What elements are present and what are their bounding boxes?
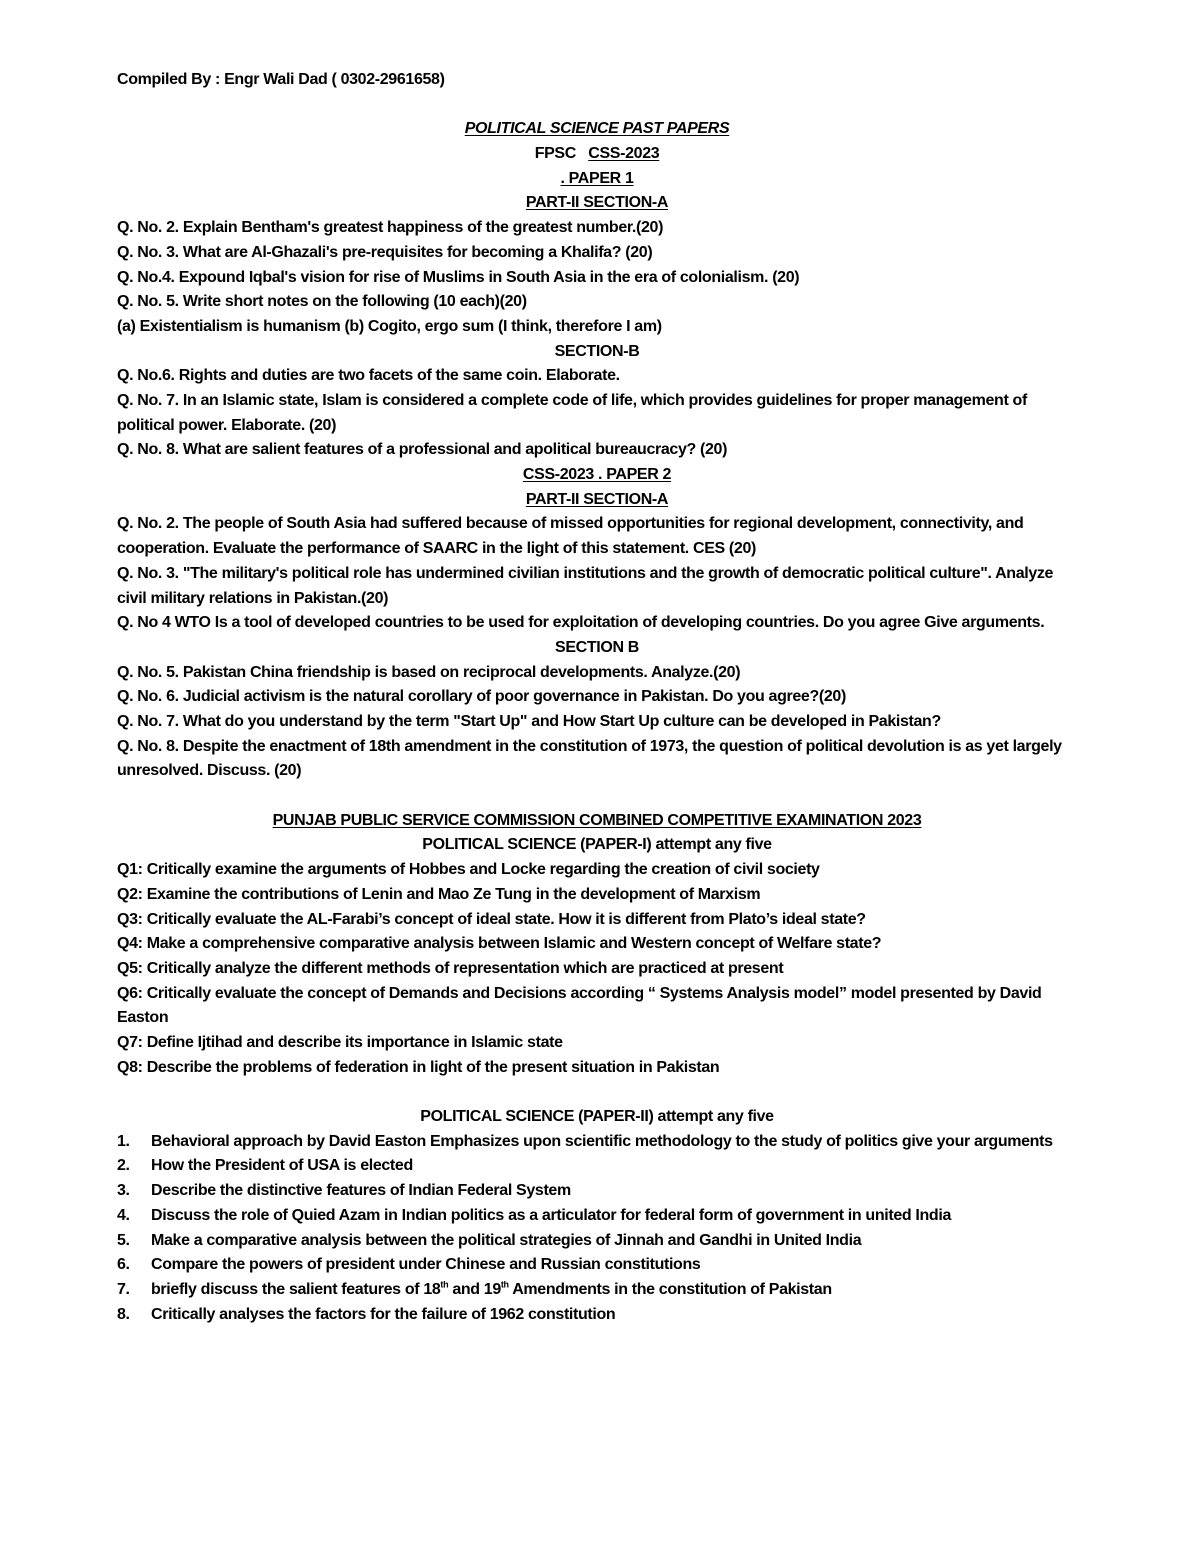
list-text: Make a comparative analysis between the political strategies of Jinnah and Gandhi in United India (151, 1231, 862, 1249)
list-item (117, 1278, 1077, 1303)
paper1-section-a-heading: PART-II SECTION-A (525, 194, 669, 212)
list-item (117, 1253, 1077, 1278)
question: Q. No. 8. What are salient features of a professional and apolitical bureaucracy? (20) (117, 441, 728, 459)
question: Q6: Critically evaluate the concept of Demands and Decisions according “ Systems Analysis model” model presented by David Easton (117, 984, 1042, 1027)
question: Q7: Define Ijtihad and describe its importance in Islamic state (117, 1033, 563, 1051)
paper1-heading: . PAPER 1 (560, 169, 634, 187)
list-number: 4. (117, 1206, 130, 1224)
question-subparts: (a) Existentialism is humanism (b) Cogito, ergo sum (I think, therefore I am) (117, 317, 662, 335)
document-page (117, 68, 1077, 1327)
list-item (117, 1179, 1077, 1204)
paper2-section-a-heading: PART-II SECTION-A (525, 490, 669, 508)
list-number: 1. (117, 1132, 130, 1150)
fpsc-label: FPSC (534, 145, 576, 163)
list-number: 5. (117, 1231, 130, 1249)
paper2-section-b-heading: SECTION B (555, 638, 639, 656)
ppsc-heading: PUNJAB PUBLIC SERVICE COMMISSION COMBINED COMPETITIVE EXAMINATION 2023 (272, 811, 922, 829)
text-fragment: and 19 (448, 1280, 501, 1298)
text-fragment: briefly discuss the salient features of 18 (151, 1280, 441, 1298)
fpsc-exam: CSS-2023 (588, 145, 660, 163)
list-number: 6. (117, 1256, 130, 1274)
list-text: Behavioral approach by David Easton Emphasizes upon scientific methodology to the study of politics give your arguments (151, 1132, 1053, 1150)
question: Q2: Examine the contributions of Lenin and Mao Ze Tung in the development of Marxism (117, 885, 761, 903)
paper2-heading: CSS-2023 . PAPER 2 (522, 466, 672, 484)
list-text: Compare the powers of president under Chinese and Russian constitutions (151, 1256, 701, 1274)
list-number: 7. (117, 1280, 130, 1298)
question: Q1: Critically examine the arguments of Hobbes and Locke regarding the creation of civil society (117, 861, 820, 879)
spacer (117, 93, 1077, 118)
paper1-section-b-heading: SECTION-B (554, 342, 640, 360)
question: Q3: Critically evaluate the AL-Farabi’s concept of ideal state. How it is different from Plato’s ideal state? (117, 910, 866, 928)
superscript: th (440, 1279, 449, 1290)
question: Q8: Describe the problems of federation in light of the present situation in Pakistan (117, 1058, 720, 1076)
fpsc-heading (117, 142, 1077, 167)
superscript: th (500, 1279, 509, 1290)
list-item (117, 1303, 1077, 1328)
list-item (117, 1229, 1077, 1254)
list-item (117, 1154, 1077, 1179)
question: Q. No. 3. What are Al-Ghazali's pre-requisites for becoming a Khalifa? (20) (117, 243, 653, 261)
list-number: 2. (117, 1157, 130, 1175)
question: Q. No. 5. Pakistan China friendship is based on reciprocal developments. Analyze.(20) (117, 663, 741, 681)
spacer (117, 784, 1077, 809)
list-item (117, 1204, 1077, 1229)
question: Q. No. 7. In an Islamic state, Islam is considered a complete code of life, which provides guidelines for proper management of political power. Elaborate. (20) (117, 391, 1027, 434)
list-item (117, 1130, 1077, 1155)
spacer (117, 1080, 1077, 1105)
list-number: 3. (117, 1182, 130, 1200)
list-number: 8. (117, 1305, 130, 1323)
question: Q. No. 5. Write short notes on the following (10 each)(20) (117, 293, 527, 311)
list-text: Discuss the role of Quied Azam in Indian politics as a articulator for federal form of government in united India (151, 1206, 951, 1224)
question: Q. No 4 WTO Is a tool of developed countries to be used for exploitation of developing countries. Do you agree Give arguments. (117, 614, 1045, 632)
question: Q. No. 8. Despite the enactment of 18th amendment in the constitution of 1973, the question of political devolution is as yet largely unresolved. Discuss. (20) (117, 737, 1062, 780)
ppsc-paper2-question-list (117, 1130, 1077, 1328)
text-fragment: Amendments in the constitution of Pakistan (508, 1280, 832, 1298)
question: Q. No. 3. "The military's political role has undermined civilian institutions and the growth of democratic political culture". Analyze civil military relations in Pakistan.(20) (117, 564, 1054, 607)
ppsc-paper1-heading: POLITICAL SCIENCE (PAPER-I) attempt any five (422, 836, 772, 854)
question: Q. No. 6. Judicial activism is the natural corollary of poor governance in Pakistan. Do you agree?(20) (117, 688, 846, 706)
question: Q5: Critically analyze the different methods of representation which are practiced at present (117, 959, 784, 977)
list-text: Critically analyses the factors for the failure of 1962 constitution (151, 1305, 616, 1323)
ppsc-paper2-heading: POLITICAL SCIENCE (PAPER-II) attempt any five (420, 1108, 774, 1126)
question: Q. No. 2. The people of South Asia had suffered because of missed opportunities for regional development, connectivity, and cooperation. Evaluate the performance of SAARC in the light of this statement. CES (20) (117, 515, 1024, 558)
list-text (151, 1278, 1077, 1303)
question: Q. No. 7. What do you understand by the term "Start Up" and How Start Up culture can be developed in Pakistan? (117, 712, 941, 730)
question: Q4: Make a comprehensive comparative analysis between Islamic and Western concept of Welfare state? (117, 935, 882, 953)
compiled-by: Compiled By : Engr Wali Dad ( 0302-2961658) (117, 71, 445, 88)
question: Q. No. 2. Explain Bentham's greatest happiness of the greatest number.(20) (117, 219, 664, 237)
question: Q. No.6. Rights and duties are two facets of the same coin. Elaborate. (117, 367, 620, 385)
document-title: POLITICAL SCIENCE PAST PAPERS (464, 120, 730, 138)
list-text: How the President of USA is elected (151, 1157, 413, 1175)
list-text: Describe the distinctive features of Indian Federal System (151, 1182, 571, 1200)
question: Q. No.4. Expound Iqbal's vision for rise of Muslims in South Asia in the era of colonialism. (20) (117, 268, 800, 286)
